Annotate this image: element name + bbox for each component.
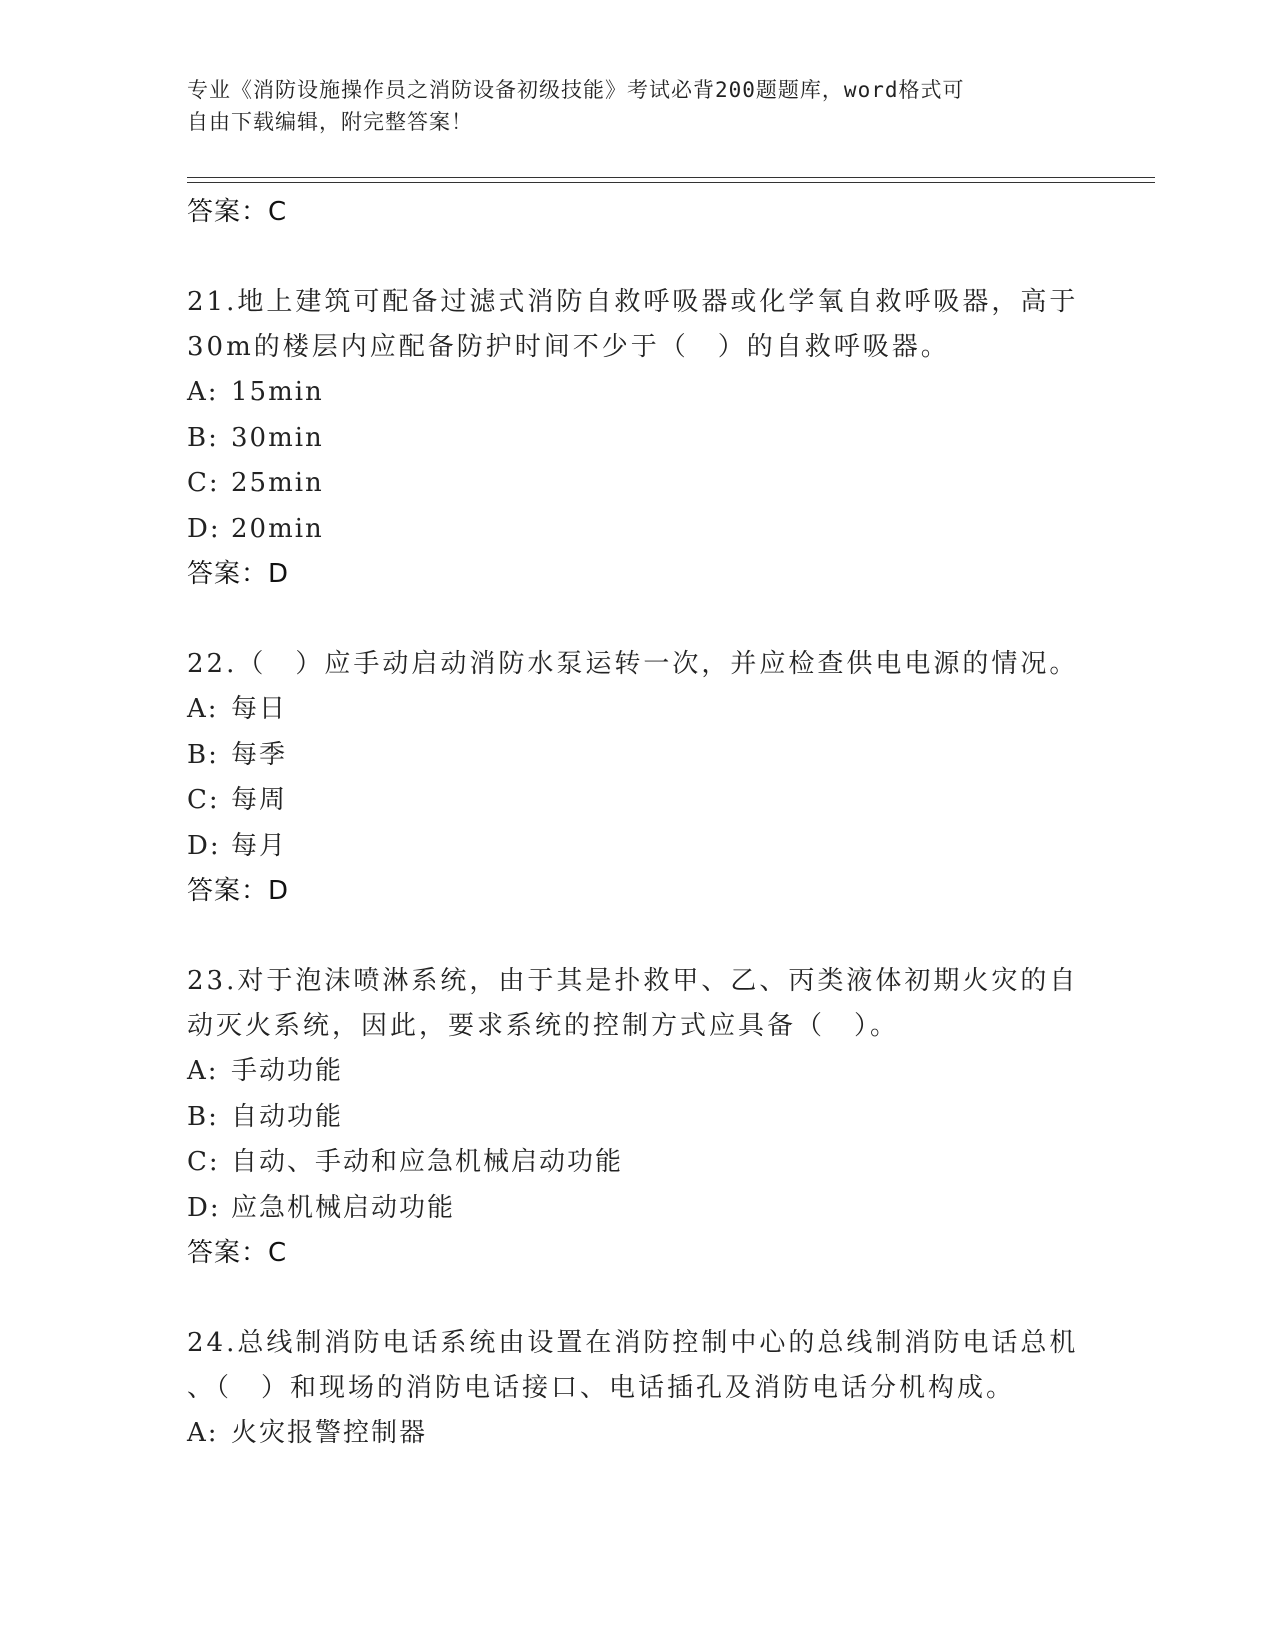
option-key: C:: [187, 785, 220, 815]
question-21: [187, 280, 1087, 596]
option-key: A:: [187, 1418, 219, 1448]
answer: 答案：C: [187, 1238, 288, 1268]
option-key: B:: [187, 422, 219, 453]
question-stem-line-1: 24.总线制消防电话系统由设置在消防控制中心的总线制消防电话总机: [187, 1328, 1079, 1358]
option-c: [187, 461, 1087, 507]
question-24: [187, 1321, 1087, 1457]
previous-answer: 答案：C: [187, 197, 288, 227]
option-d: [187, 824, 1087, 870]
option-key: B:: [187, 1101, 219, 1132]
header-line-2: 自由下载编辑，附完整答案！: [187, 110, 473, 134]
question-stem-line-2: 动灭火系统，因此，要求系统的控制方式应具备（ ）。: [187, 1011, 900, 1041]
option-text: 20min: [231, 513, 324, 544]
option-c: [187, 778, 1087, 824]
option-text: 每月: [231, 830, 288, 861]
option-a: [187, 1411, 1087, 1457]
answer: 答案：D: [187, 559, 290, 589]
header-rule-bottom: [187, 182, 1155, 183]
question-stem-line-1: 22.（ ）应手动启动消防水泵运转一次，并应检查供电电源的情况。: [187, 649, 1079, 679]
option-key: D:: [187, 513, 221, 544]
question-23: [187, 959, 1087, 1275]
option-text: 每季: [231, 739, 288, 770]
option-d: [187, 1186, 1087, 1232]
option-key: D:: [187, 1192, 221, 1223]
option-text: 每日: [231, 694, 288, 724]
option-key: A:: [187, 1056, 219, 1086]
option-text: 自动、手动和应急机械启动功能: [231, 1147, 624, 1177]
option-text: 每周: [231, 785, 288, 815]
option-text: 15min: [231, 377, 324, 407]
option-text: 自动功能: [231, 1101, 344, 1132]
header-rule-top: [187, 177, 1155, 178]
option-b: [187, 1095, 1087, 1141]
question-stem-line-2: 、（ ）和现场的消防电话接口、电话插孔及消防电话分机构成。: [187, 1373, 1016, 1403]
option-key: C:: [187, 1147, 220, 1177]
option-text: 25min: [231, 468, 324, 498]
option-a: [187, 370, 1087, 416]
question-22: [187, 642, 1087, 913]
option-d: [187, 507, 1087, 553]
question-stem-line-1: 23.对于泡沫喷淋系统，由于其是扑救甲、乙、丙类液体初期火灾的自: [187, 966, 1079, 996]
option-key: D:: [187, 830, 221, 861]
option-key: A:: [187, 694, 219, 724]
option-key: C:: [187, 468, 220, 498]
option-key: A:: [187, 377, 219, 407]
header-line-1: 专业《消防设施操作员之消防设备初级技能》考试必背200题题库，word格式可: [187, 78, 965, 102]
question-stem-line-1: 21.地上建筑可配备过滤式消防自救呼吸器或化学氧自救呼吸器，高于: [187, 287, 1079, 317]
option-text: 应急机械启动功能: [231, 1192, 456, 1223]
question-list: [187, 190, 1087, 1457]
option-a: [187, 1049, 1087, 1095]
option-text: 火灾报警控制器: [231, 1418, 428, 1448]
document-header: [187, 74, 1067, 138]
option-a: [187, 687, 1087, 733]
option-c: [187, 1140, 1087, 1186]
answer: 答案：D: [187, 876, 290, 906]
option-text: 手动功能: [231, 1056, 344, 1086]
option-text: 30min: [231, 422, 324, 453]
option-b: [187, 416, 1087, 462]
option-b: [187, 733, 1087, 779]
option-key: B:: [187, 739, 219, 770]
question-stem-line-2: 30m的楼层内应配备防护时间不少于（ ）的自救呼吸器。: [187, 332, 950, 362]
